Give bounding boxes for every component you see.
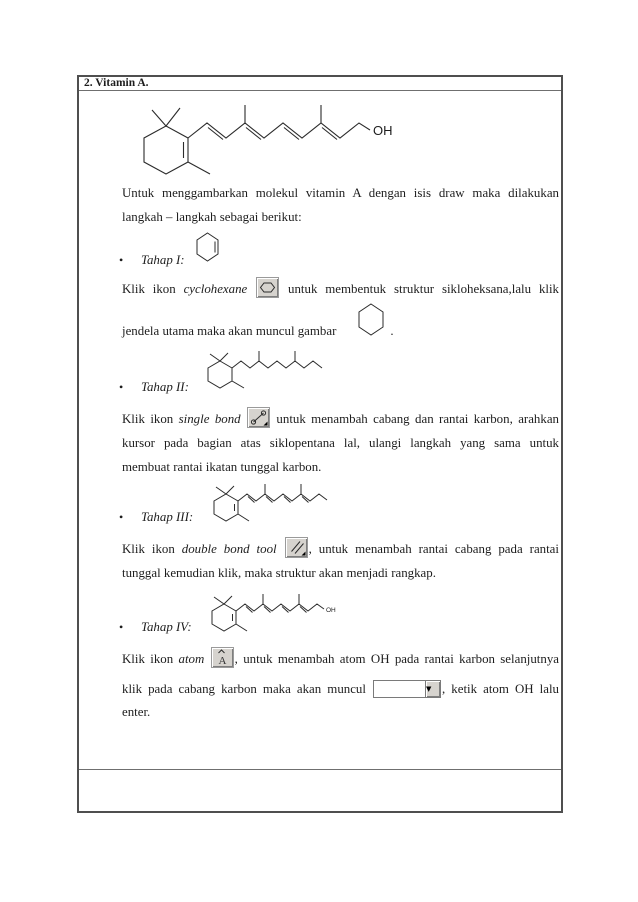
intro-line-2: langkah – langkah sebagai berikut: (122, 210, 302, 224)
svg-text:A: A (218, 655, 227, 667)
step-3-label-line (119, 504, 559, 530)
step-4-line-3: enter. (122, 705, 151, 719)
intro-line-1: Untuk menggambarkan molekul vitamin A dengan isis draw maka dilakukan (122, 186, 559, 200)
hydroxyl-label-small: OH (326, 607, 336, 614)
bullet-icon: • (119, 380, 124, 394)
step-2-label: Tahap II: (141, 380, 189, 394)
step-4-label: Tahap IV: (141, 620, 192, 634)
hydroxyl-label: OH (373, 123, 393, 138)
step-3-line-2: tunggal kemudian klik, maka struktur akan menjadi rangkap. (122, 566, 436, 580)
bullet-icon: • (119, 253, 124, 267)
single-bond-tool-button[interactable] (247, 407, 270, 428)
atom-tool-button[interactable] (211, 647, 234, 668)
atom-icon (212, 648, 233, 667)
table-empty-row (79, 770, 561, 811)
atom-entry-combobox[interactable] (373, 680, 441, 698)
step-1-line-1: Klik ikon cyclohexane untuk membentuk struktur sikloheksana,lalu klik (122, 276, 559, 302)
cyclohexane-icon (257, 278, 278, 297)
step-2-line-3: membuat rantai ikatan tunggal karbon. (122, 460, 322, 474)
dropdown-corner-arrow-icon (301, 552, 305, 556)
step-2-label-line (119, 374, 559, 400)
bullet-icon: • (119, 620, 124, 634)
step-4-line-1: Klik ikon atom A , untuk menambah atom OH pada rantai karbon selanjutnya (122, 646, 559, 672)
step-1-line-2: jendela utama maka akan muncul gambar . (122, 324, 394, 338)
section-heading: 2. Vitamin A. (84, 77, 149, 89)
step-4-line-2: klik pada cabang karbon maka akan muncul ▼ , ketik atom OH lalu (122, 682, 559, 696)
step-3-line-1: Klik ikon double bond tool , untuk menambah rantai cabang pada rantai (122, 536, 559, 562)
step-2-line-1: Klik ikon single bond untuk menambah cabang dan rantai karbon, arahkan (122, 406, 559, 432)
step-1-label-line (119, 247, 559, 273)
bullet-icon: • (119, 510, 124, 524)
step-3-label: Tahap III: (141, 510, 194, 524)
dropdown-corner-arrow-icon (264, 422, 268, 426)
combobox-dropdown-button[interactable]: ▼ (425, 681, 440, 697)
step-2-line-2: kursor pada bagian atas siklopentana lal, ulangi langkah yang sama untuk (122, 436, 559, 450)
double-bond-icon (286, 538, 307, 557)
step-4-label-line (119, 614, 559, 640)
single-bond-icon (248, 408, 269, 427)
step-1-label: Tahap I: (141, 253, 185, 267)
cyclohexane-tool-button[interactable] (256, 277, 279, 298)
table-header-row (79, 77, 561, 91)
cyclohexane-result-image (356, 302, 386, 336)
vitamin-a-structure-image (118, 96, 398, 186)
double-bond-tool-button[interactable] (285, 537, 308, 558)
